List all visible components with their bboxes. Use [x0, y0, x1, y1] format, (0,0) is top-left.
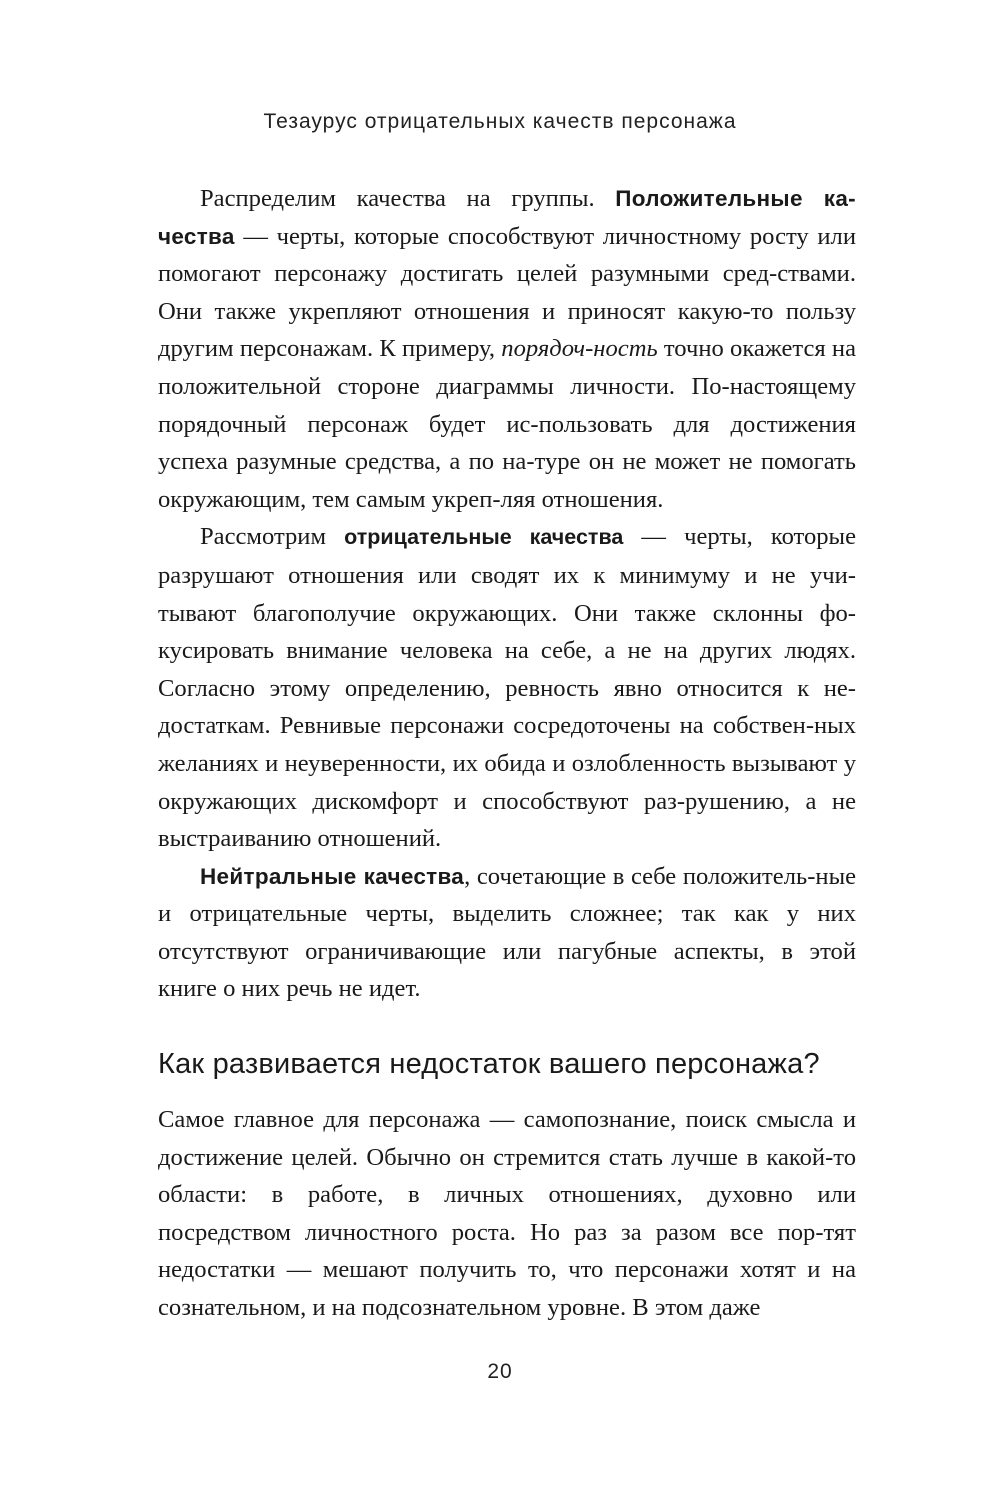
- paragraph-flaw-development: Самое главное для персонажа — самопознание, поиск смысла и достижение целей. Обычно он стремится стать лучше в какой-то области: в работе, в личных отношениях, духовно или посредством личностного роста. Но раз за разом все пор-тят недостатки — мешают получить то, что персонажи хотят и на сознательном, и на подсознательном уровне. В этом даже: [158, 1106, 856, 1321]
- paragraph-text: — черты, которые разрушают отношения или сводят их к минимуму и не учи-тывают благополучие окружающих. Они также склонны фо-кусировать внимание человека на себе, а не на других людях. Согласно этому определению, ревность явно относится к не-достаткам. Ревнивые персонажи сосредоточены на собствен-ных желаниях и неуверенности, их обида и озлобленность вызывают у окружающих дискомфорт и способствуют раз-рушению, а не выстраиванию отношений.: [158, 523, 856, 853]
- paragraph-text: — черты, которые способствуют личностному росту или помогают персонажу достигать целей разумными сред-ствами. Они также укрепляют отношения и приносят какую-то пользу другим персонажам. К примеру,: [158, 222, 856, 363]
- paragraph-neutral-traits: [158, 858, 856, 1008]
- paragraph-positive-traits: [158, 180, 856, 518]
- paragraph-text: , сочетающие в себе положитель-ные и отрицательные черты, выделить сложнее; так как у них отсутствуют ограничивающие или пагубные аспекты, в этой книге о них речь не идет.: [158, 862, 857, 1003]
- emphasis-decency: порядоч-ность: [501, 335, 658, 363]
- running-head: Тезаурус отрицательных качеств персонажа: [263, 110, 737, 133]
- term-neutral-traits: Нейтральные качества: [200, 863, 465, 889]
- body-text-section-two: [158, 1101, 856, 1327]
- section-heading: Как развивается недостаток вашего персонажа?: [158, 1048, 820, 1080]
- paragraph-text: Распределим качества на группы.: [200, 185, 616, 212]
- term-negative-traits: отрицательные качества: [344, 525, 624, 550]
- term-positive-traits: Положительные ка-чества: [158, 186, 856, 249]
- paragraph-negative-traits: [158, 518, 856, 857]
- body-text-section-one: [158, 180, 856, 1008]
- paragraph-text: точно окажется на положительной стороне диаграммы личности. По-настоящему порядочный персонаж будет ис-пользовать для достижения успеха разумные средства, а по на-туре он не может не помогать окружающим, тем самым укреп-ляя отношения.: [158, 335, 856, 513]
- page-number: 20: [487, 1360, 513, 1383]
- paragraph-text: Рассмотрим: [200, 523, 345, 551]
